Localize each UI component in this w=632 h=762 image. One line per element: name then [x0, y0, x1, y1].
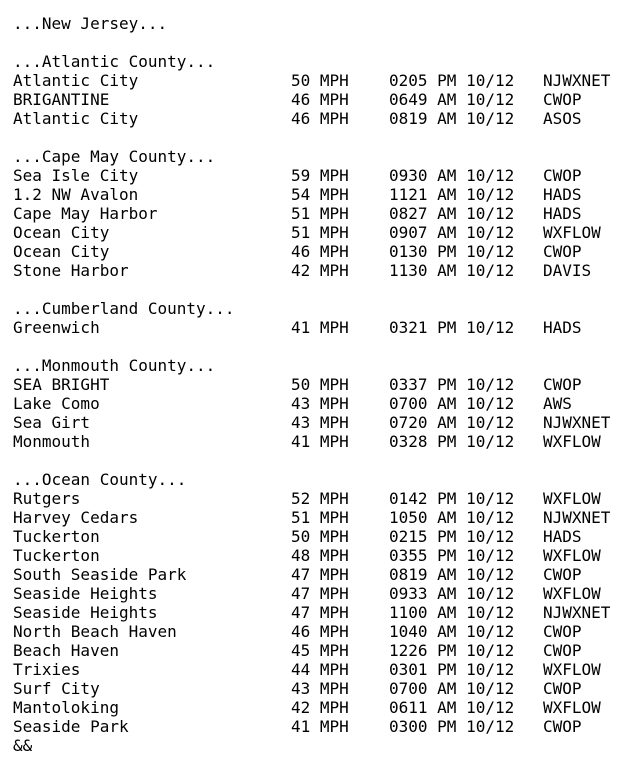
county-list — [13, 52, 611, 736]
location-cell: Surf City — [13, 679, 100, 698]
state-header: ...New Jersey... — [13, 14, 168, 33]
location-cell: Harvey Cedars — [13, 508, 139, 527]
time-cell: 1121 AM 10/12 — [389, 185, 515, 204]
report-row — [13, 679, 582, 698]
location-cell: BRIGANTINE — [13, 90, 110, 109]
source-cell: CWOP — [543, 641, 582, 660]
time-cell: 0611 AM 10/12 — [389, 698, 515, 717]
wind-speed-cell: 51 MPH — [291, 204, 349, 223]
wind-speed-cell: 54 MPH — [291, 185, 349, 204]
source-cell: CWOP — [543, 166, 582, 185]
source-cell: AWS — [543, 394, 572, 413]
wind-speed-cell: 41 MPH — [291, 318, 349, 337]
time-cell: 0337 PM 10/12 — [389, 375, 515, 394]
source-cell: DAVIS — [543, 261, 592, 280]
report-row — [13, 527, 582, 546]
location-cell: Tuckerton — [13, 527, 100, 546]
source-cell: CWOP — [543, 717, 582, 736]
wind-speed-cell: 50 MPH — [291, 71, 349, 90]
report-row — [13, 508, 611, 527]
source-cell: NJWXNET — [543, 71, 611, 90]
source-cell: HADS — [543, 318, 582, 337]
wind-speed-cell: 45 MPH — [291, 641, 349, 660]
report-row — [13, 223, 601, 242]
location-cell: Sea Isle City — [13, 166, 139, 185]
location-cell: Trixies — [13, 660, 81, 679]
wind-speed-cell: 46 MPH — [291, 622, 349, 641]
location-cell: Stone Harbor — [13, 261, 129, 280]
report-row — [13, 109, 582, 128]
location-cell: Seaside Heights — [13, 603, 158, 622]
source-cell: HADS — [543, 527, 582, 546]
report-row — [13, 185, 582, 204]
report-row — [13, 261, 592, 280]
spacer — [13, 33, 235, 52]
location-cell: Cape May Harbor — [13, 204, 158, 223]
location-cell: Greenwich — [13, 318, 100, 337]
wind-speed-cell: 59 MPH — [291, 166, 349, 185]
source-cell: WXFLOW — [543, 660, 601, 679]
location-cell: South Seaside Park — [13, 565, 187, 584]
time-cell: 0700 AM 10/12 — [389, 679, 515, 698]
time-cell: 1130 AM 10/12 — [389, 261, 515, 280]
time-cell: 0321 PM 10/12 — [389, 318, 515, 337]
time-cell: 0301 PM 10/12 — [389, 660, 515, 679]
location-cell: Atlantic City — [13, 71, 139, 90]
time-cell: 1050 AM 10/12 — [389, 508, 515, 527]
county-header: ...Ocean County... — [13, 470, 187, 489]
time-cell: 1100 AM 10/12 — [389, 603, 515, 622]
location-cell: Beach Haven — [13, 641, 119, 660]
wind-speed-cell: 42 MPH — [291, 261, 349, 280]
time-cell: 0215 PM 10/12 — [389, 527, 515, 546]
time-cell: 0819 AM 10/12 — [389, 109, 515, 128]
report-row — [13, 584, 601, 603]
source-cell: CWOP — [543, 375, 582, 394]
report-footer: && — [13, 736, 33, 755]
time-cell: 0700 AM 10/12 — [389, 394, 515, 413]
location-cell: Lake Como — [13, 394, 100, 413]
wind-speed-cell: 47 MPH — [291, 565, 349, 584]
report-row — [13, 622, 582, 641]
location-cell: 1.2 NW Avalon — [13, 185, 139, 204]
time-cell: 0142 PM 10/12 — [389, 489, 515, 508]
spacer — [13, 337, 235, 356]
wind-speed-cell: 51 MPH — [291, 508, 349, 527]
source-cell: HADS — [543, 185, 582, 204]
time-cell: 1226 PM 10/12 — [389, 641, 515, 660]
time-cell: 0907 AM 10/12 — [389, 223, 515, 242]
wind-speed-cell: 52 MPH — [291, 489, 349, 508]
wind-speed-cell: 44 MPH — [291, 660, 349, 679]
wind-speed-cell: 51 MPH — [291, 223, 349, 242]
spacer — [13, 451, 235, 470]
time-cell: 1040 AM 10/12 — [389, 622, 515, 641]
source-cell: WXFLOW — [543, 432, 601, 451]
source-cell: CWOP — [543, 679, 582, 698]
location-cell: Seaside Park — [13, 717, 129, 736]
time-cell: 0355 PM 10/12 — [389, 546, 515, 565]
time-cell: 0827 AM 10/12 — [389, 204, 515, 223]
location-cell: Atlantic City — [13, 109, 139, 128]
report-row — [13, 394, 572, 413]
source-cell: CWOP — [543, 90, 582, 109]
time-cell: 0933 AM 10/12 — [389, 584, 515, 603]
source-cell: NJWXNET — [543, 603, 611, 622]
time-cell: 0205 PM 10/12 — [389, 71, 515, 90]
source-cell: WXFLOW — [543, 223, 601, 242]
county-header: ...Atlantic County... — [13, 52, 216, 71]
location-cell: Tuckerton — [13, 546, 100, 565]
wind-speed-cell: 43 MPH — [291, 394, 349, 413]
report-row — [13, 413, 611, 432]
report-row — [13, 71, 611, 90]
wind-speed-cell: 46 MPH — [291, 90, 349, 109]
spacer — [13, 280, 235, 299]
report-row — [13, 90, 582, 109]
source-cell: NJWXNET — [543, 413, 611, 432]
report-row — [13, 432, 601, 451]
source-cell: ASOS — [543, 109, 582, 128]
report-row — [13, 660, 601, 679]
report-row — [13, 641, 582, 660]
wind-speed-cell: 46 MPH — [291, 109, 349, 128]
time-cell: 0930 AM 10/12 — [389, 166, 515, 185]
location-cell: Mantoloking — [13, 698, 119, 717]
source-cell: WXFLOW — [543, 546, 601, 565]
wind-speed-cell: 47 MPH — [291, 584, 349, 603]
source-cell: CWOP — [543, 242, 582, 261]
report-row — [13, 565, 582, 584]
county-header: ...Cape May County... — [13, 147, 216, 166]
report-row — [13, 546, 601, 565]
source-cell: CWOP — [543, 622, 582, 641]
location-cell: North Beach Haven — [13, 622, 177, 641]
wind-speed-cell: 43 MPH — [291, 413, 349, 432]
wind-speed-cell: 50 MPH — [291, 375, 349, 394]
spacer — [13, 128, 235, 147]
source-cell: CWOP — [543, 565, 582, 584]
location-cell: Rutgers — [13, 489, 81, 508]
source-cell: HADS — [543, 204, 582, 223]
county-header: ...Cumberland County... — [13, 299, 235, 318]
time-cell: 0130 PM 10/12 — [389, 242, 515, 261]
time-cell: 0328 PM 10/12 — [389, 432, 515, 451]
wind-speed-cell: 50 MPH — [291, 527, 349, 546]
report-row — [13, 204, 582, 223]
time-cell: 0819 AM 10/12 — [389, 565, 515, 584]
county-header: ...Monmouth County... — [13, 356, 216, 375]
source-cell: NJWXNET — [543, 508, 611, 527]
wind-speed-cell: 46 MPH — [291, 242, 349, 261]
time-cell: 0649 AM 10/12 — [389, 90, 515, 109]
report-row — [13, 375, 582, 394]
report-row — [13, 489, 601, 508]
wind-speed-cell: 41 MPH — [291, 432, 349, 451]
source-cell: WXFLOW — [543, 698, 601, 717]
wind-speed-cell: 41 MPH — [291, 717, 349, 736]
report-row — [13, 717, 582, 736]
time-cell: 0300 PM 10/12 — [389, 717, 515, 736]
report-row — [13, 242, 582, 261]
location-cell: Monmouth — [13, 432, 91, 451]
wind-speed-cell: 43 MPH — [291, 679, 349, 698]
location-cell: Sea Girt — [13, 413, 91, 432]
source-cell: WXFLOW — [543, 584, 601, 603]
wind-speed-cell: 47 MPH — [291, 603, 349, 622]
location-cell: SEA BRIGHT — [13, 375, 110, 394]
wind-speed-cell: 48 MPH — [291, 546, 349, 565]
time-cell: 0720 AM 10/12 — [389, 413, 515, 432]
location-cell: Seaside Heights — [13, 584, 158, 603]
wind-speed-cell: 42 MPH — [291, 698, 349, 717]
source-cell: WXFLOW — [543, 489, 601, 508]
location-cell: Ocean City — [13, 223, 110, 242]
report-row — [13, 318, 582, 337]
wind-report — [13, 14, 611, 755]
location-cell: Ocean City — [13, 242, 110, 261]
report-row — [13, 698, 601, 717]
report-row — [13, 166, 582, 185]
report-row — [13, 603, 611, 622]
